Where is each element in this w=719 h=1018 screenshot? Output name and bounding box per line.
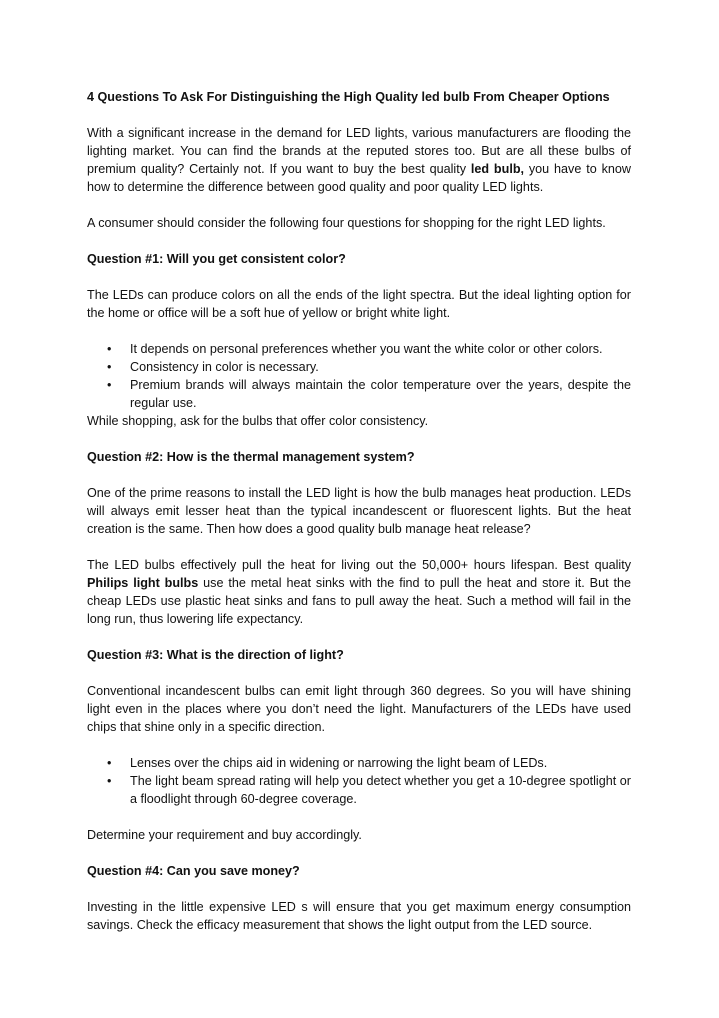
- question-4-heading: Question #4: Can you save money?: [87, 864, 300, 878]
- question-3-closing: Determine your requirement and buy accordingly.: [87, 828, 362, 842]
- list-item: [87, 376, 631, 412]
- bullet-icon: •: [107, 378, 112, 392]
- document-page: [87, 88, 631, 934]
- question-2-paragraph-2: [87, 556, 631, 628]
- question-1-list: [87, 340, 631, 412]
- question-3-heading: Question #3: What is the direction of light?: [87, 648, 344, 662]
- intro-paragraph: [87, 124, 631, 196]
- question-1-paragraph: The LEDs can produce colors on all the ends of the light spectra. But the ideal lighting option for the home or office will be a soft hue of yellow or bright white light.: [87, 288, 631, 320]
- list-item: [87, 358, 631, 376]
- paragraph-text-end: use the metal heat sinks with the find to pull the heat and store it. But the cheap LEDs use plastic heat sinks and fans to pull away the heat. Such a method will fail in the long run, thus lowering life expectancy.: [87, 576, 631, 626]
- question-1-closing: While shopping, ask for the bulbs that offer color consistency.: [87, 414, 429, 428]
- question-3-list: [87, 754, 631, 808]
- list-item-text: Consistency in color is necessary.: [130, 360, 319, 374]
- bullet-icon: •: [107, 342, 112, 356]
- question-4-paragraph: Investing in the little expensive LED s will ensure that you get maximum energy consumption savings. Check the efficacy measurement that shows the light output from the LED source.: [87, 900, 631, 932]
- list-item-text: Premium brands will always maintain the color temperature over the years, despite the regular use.: [130, 378, 631, 410]
- question-2-heading: Question #2: How is the thermal management system?: [87, 450, 415, 464]
- bullet-icon: •: [107, 360, 112, 374]
- consumer-paragraph: A consumer should consider the following four questions for shopping for the right LED lights.: [87, 216, 606, 230]
- question-1-heading: Question #1: Will you get consistent color?: [87, 252, 346, 266]
- question-2-paragraph-1: One of the prime reasons to install the LED light is how the bulb manages heat production. LEDs will always emit lesser heat than the typical incandescent or fluorescent lights. But the heat creation is the same. Then how does a good quality bulb manage heat release?: [87, 486, 631, 536]
- intro-text: With a significant increase in the demand for LED lights, various manufacturers are flooding the lighting market. You can find the brands at the reputed stores too. But are all these bulbs of premium quality? Certainly not. If you want to buy the best quality: [87, 126, 631, 176]
- question-3-paragraph: Conventional incandescent bulbs can emit light through 360 degrees. So you will have shining light even in the places where you don’t need the light. Manufacturers of the LEDs have used chips that shine only in a specific direction.: [87, 684, 631, 734]
- list-item: [87, 340, 631, 358]
- bullet-icon: •: [107, 756, 112, 770]
- list-item: [87, 754, 631, 772]
- document-title: 4 Questions To Ask For Distinguishing the High Quality led bulb From Cheaper Options: [87, 90, 610, 104]
- bullet-icon: •: [107, 774, 112, 788]
- list-item-text: Lenses over the chips aid in widening or narrowing the light beam of LEDs.: [130, 756, 548, 770]
- led-bulb-link-text: led bulb,: [470, 162, 525, 176]
- list-item: [87, 772, 631, 808]
- intro-text-end: you have to know how to determine the difference between good quality and poor quality LED lights.: [87, 162, 631, 194]
- paragraph-text: The LED bulbs effectively pull the heat for living out the 50,000+ hours lifespan. Best quality: [87, 558, 631, 572]
- philips-link-text: Philips light bulbs: [87, 576, 199, 590]
- list-item-text: It depends on personal preferences whether you want the white color or other colors.: [130, 342, 603, 356]
- list-item-text: The light beam spread rating will help you detect whether you get a 10-degree spotlight or a floodlight through 60-degree coverage.: [130, 774, 631, 806]
